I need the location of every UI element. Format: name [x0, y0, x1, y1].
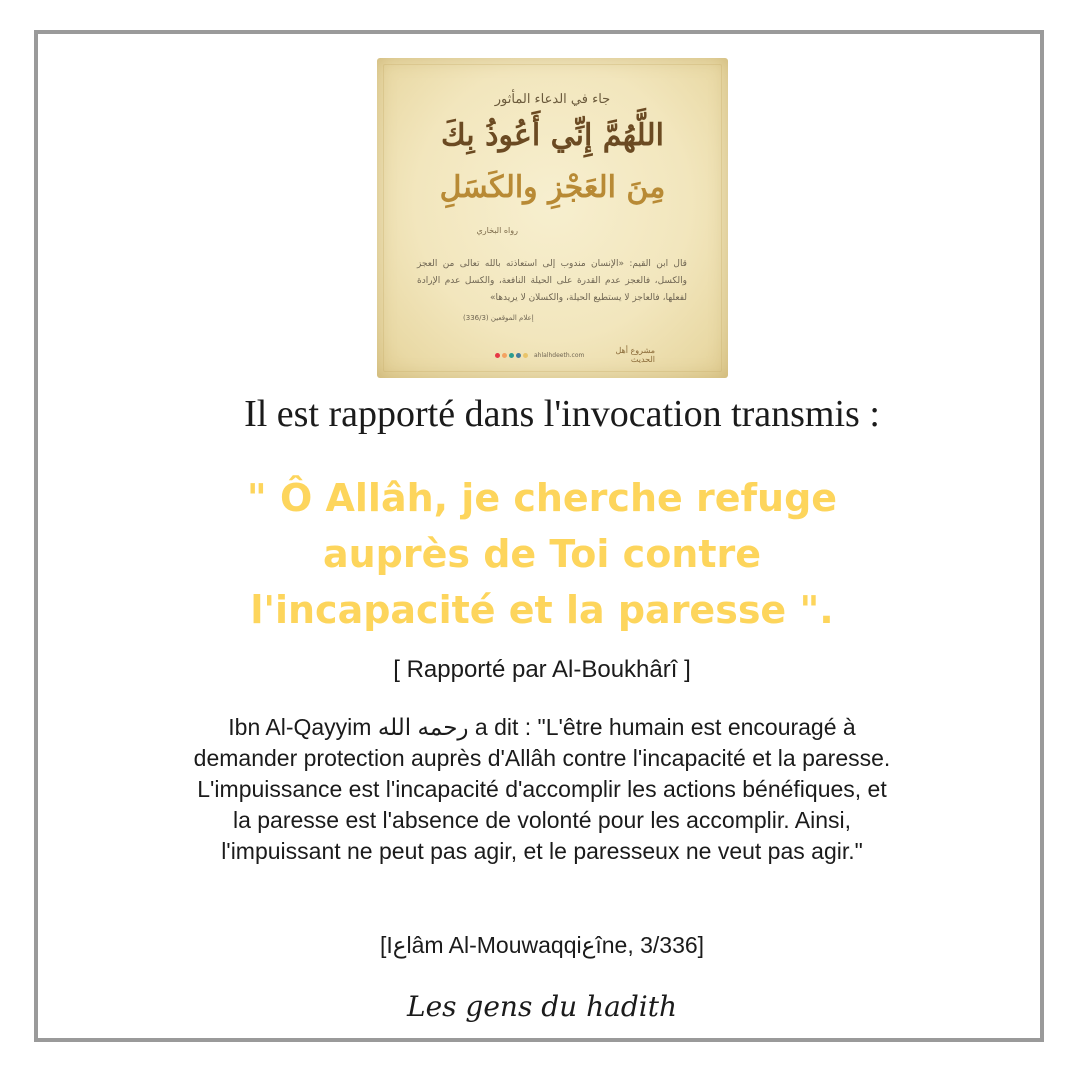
signature: Les gens du hadith	[407, 990, 677, 1023]
intro-heading: Il est rapporté dans l'invocation transmis :	[244, 393, 880, 435]
logo-dot	[509, 353, 514, 358]
parchment-footer	[495, 348, 655, 362]
commentary-line: L'impuissance est l'incapacité d'accomplir les actions bénéfiques, et	[197, 776, 887, 802]
commentary-line: la paresse est l'absence de volonté pour les accomplir. Ainsi,	[232, 807, 852, 833]
parchment-dua-line-1: اللَّهُمَّ إِنِّي أَعُوذُ بِكَ	[441, 118, 664, 153]
book-reference: [Iعlâm Al-Mouwaqqiعîne, 3/336]	[379, 932, 705, 958]
logo-dot	[495, 353, 500, 358]
dua-quote	[0, 470, 1084, 638]
parchment-site: ahlalhdeeth.com	[534, 351, 585, 359]
parchment-image	[377, 58, 728, 378]
logo-dot	[502, 353, 507, 358]
logo-dots-icon	[495, 353, 528, 358]
hadith-source: [ Rapporté par Al-Boukhârî ]	[393, 656, 691, 683]
parchment-border	[383, 64, 722, 372]
parchment-logo-text: مشروع أهل الحديث	[615, 346, 655, 364]
quote-line: l'incapacité et la paresse ".	[250, 588, 834, 632]
parchment-dua-line-2: مِنَ العَجْزِ والكَسَلِ	[439, 170, 666, 205]
quote-line: auprès de Toi contre	[322, 532, 762, 576]
parchment-reference: إعلام الموقعين (336/3)	[463, 314, 534, 322]
commentary-line: demander protection auprès d'Allâh contre l'incapacité et la paresse.	[193, 745, 891, 771]
parchment-intro: جاء في الدعاء المأثور	[494, 92, 611, 107]
commentary-line: Ibn Al-Qayyim رحمه الله a dit : "L'être humain est encouragé à	[228, 714, 856, 740]
logo-dot	[523, 353, 528, 358]
commentary	[70, 712, 1014, 867]
logo-dot	[516, 353, 521, 358]
parchment-commentary: قال ابن القيم: «الإنسان مندوب إلى استعاذته بالله تعالى من العجز والكسل، فالعجز عدم القدرة على الحيلة النافعة، والكسل عدم الإرادة لفعلها، فالعاجز لا يستطيع الحيلة، والكسلان لا يريدها»	[417, 259, 687, 303]
quote-line: " Ô Allâh, je cherche refuge	[246, 476, 838, 520]
commentary-line: l'impuissant ne peut pas agir, et le paresseux ne veut pas agir."	[221, 838, 863, 864]
parchment-source: رواه البخاري	[476, 226, 518, 235]
